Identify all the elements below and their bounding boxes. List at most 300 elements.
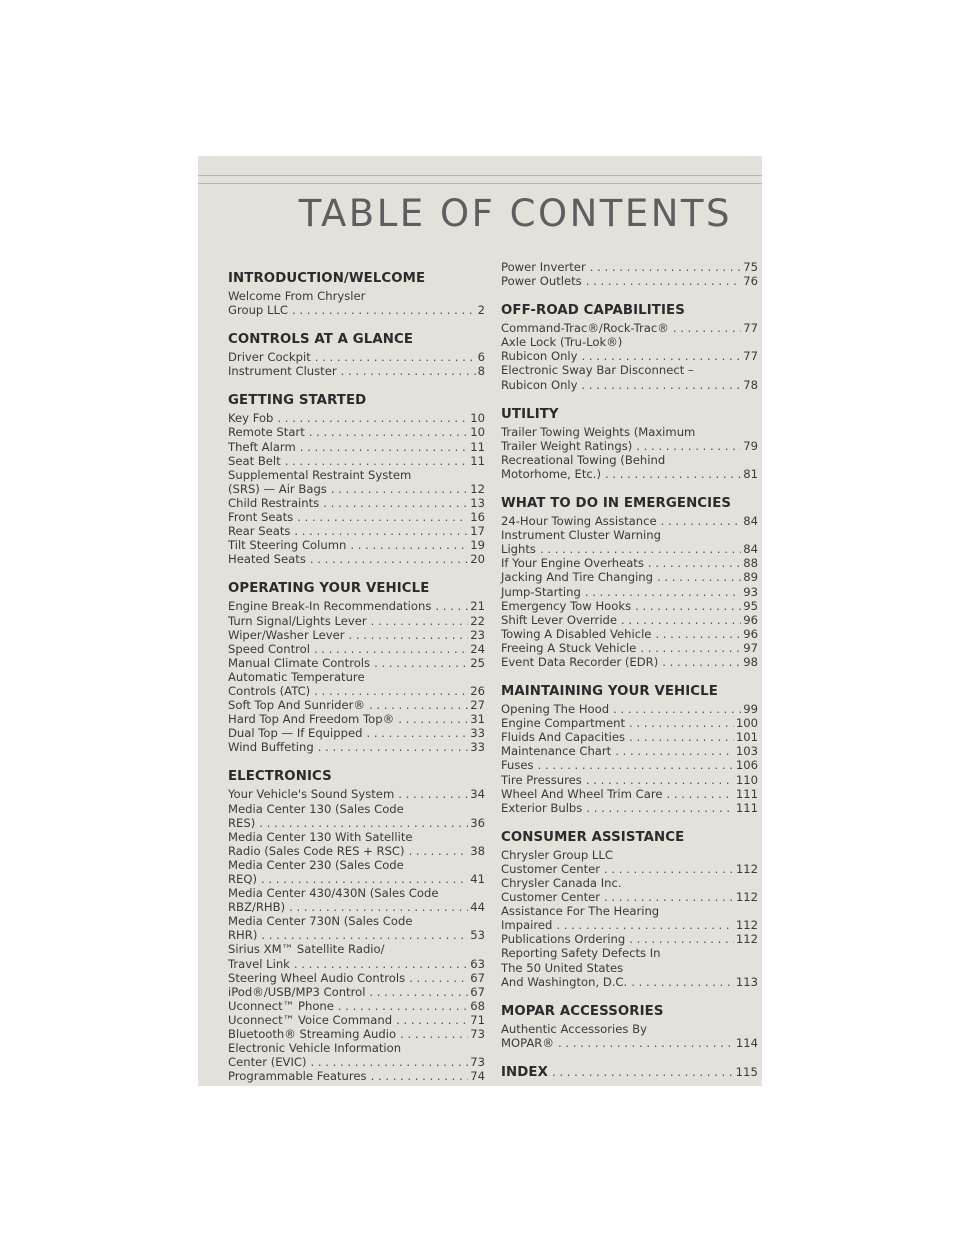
toc-entry: [228, 712, 485, 726]
toc-entry-text: Impaired: [501, 918, 553, 933]
toc-entry-line: [228, 614, 485, 628]
toc-entry-text: (SRS) — Air Bags: [228, 481, 327, 496]
toc-entry-text: Media Center 130 With Satellite: [228, 829, 413, 844]
toc-entry-line: [228, 684, 485, 698]
toc-entry-text: Rubicon Only: [501, 349, 578, 364]
dot-leader: [366, 726, 468, 740]
toc-entry: [228, 670, 485, 698]
page-number: 84: [743, 542, 758, 557]
page-number: 97: [743, 640, 758, 655]
toc-entry-text: REQ): [228, 872, 258, 886]
toc-entry: [228, 496, 485, 510]
dot-leader: [604, 890, 734, 904]
dot-leader: [261, 928, 468, 942]
dot-leader: [538, 758, 734, 772]
toc-entry: [501, 932, 758, 946]
page-number: 33: [470, 726, 485, 741]
toc-entry-line: [501, 556, 758, 570]
toc-entry: [501, 876, 758, 904]
dot-leader: [338, 999, 468, 1013]
toc-entry-text: RES): [228, 815, 256, 830]
dot-leader: [349, 628, 469, 642]
toc-entry-text: Exterior Bulbs: [501, 800, 583, 815]
dot-leader: [314, 642, 468, 656]
dot-leader: [582, 349, 742, 363]
toc-entry-text: Turn Signal/Lights Lever: [228, 613, 367, 628]
toc-entry-text: Automatic Temperature: [228, 669, 365, 684]
toc-entry-line: [228, 740, 485, 754]
toc-entry-text: Towing A Disabled Vehicle: [501, 626, 652, 641]
toc-entry-line: [501, 862, 758, 876]
toc-entry: [501, 528, 758, 556]
page-number: 77: [743, 321, 758, 336]
toc-entry-line: [228, 303, 485, 317]
toc-entry-text: Wheel And Wheel Trim Care: [501, 786, 663, 801]
toc-entry-text: Maintenance Chart: [501, 744, 612, 759]
section-heading: CONTROLS AT A GLANCE: [228, 332, 414, 348]
toc-entry-text: Fluids And Capacities: [501, 730, 626, 745]
dot-leader: [409, 844, 469, 858]
toc-entry-text: Power Outlets: [501, 274, 582, 289]
section-heading-text: INDEX: [501, 1064, 548, 1080]
dot-leader: [661, 514, 742, 528]
toc-entry-text: Lights: [501, 542, 536, 557]
dot-leader: [292, 303, 476, 317]
toc-entry-line: [228, 350, 485, 364]
toc-entry-line: [228, 712, 485, 726]
dot-leader: [409, 971, 468, 985]
toc-entry-line: [228, 454, 485, 468]
toc-entry-line: [228, 1027, 485, 1041]
dot-leader: [629, 730, 734, 744]
toc-entry: [501, 1022, 758, 1050]
dot-leader: [294, 957, 468, 971]
page-number: 98: [743, 654, 758, 669]
toc-entry-text: Hard Top And Freedom Top®: [228, 712, 395, 727]
toc-entry-text: RBZ/RHB): [228, 900, 286, 915]
dot-leader: [369, 985, 468, 999]
page-number: 26: [470, 683, 485, 698]
toc-entry-text: Seat Belt: [228, 453, 281, 468]
section-heading: OFF-ROAD CAPABILITIES: [501, 303, 685, 319]
toc-entry-text: Wind Buffeting: [228, 740, 314, 755]
toc-entry-text: Speed Control: [228, 641, 310, 656]
toc-entry-line: [228, 698, 485, 712]
page-number: 67: [470, 970, 485, 985]
page-number: 112: [735, 918, 758, 933]
dot-leader: [318, 740, 469, 754]
toc-entry-text: Customer Center: [501, 861, 601, 876]
toc-entry-line: [501, 627, 758, 641]
toc-entry-line: [501, 514, 758, 528]
dot-leader: [435, 599, 468, 613]
page-number: 2: [477, 303, 485, 318]
dot-leader: [277, 411, 468, 425]
dot-leader: [398, 787, 468, 801]
toc-entry-line: [501, 932, 758, 946]
toc-entry-text: Controls (ATC): [228, 683, 311, 698]
toc-entry-text: MOPAR®: [501, 1035, 554, 1050]
toc-entry: [228, 914, 485, 942]
toc-entry-line: [501, 641, 758, 655]
toc-section: [501, 683, 758, 815]
toc-entry-text: Rubicon Only: [501, 377, 578, 392]
toc-entry-text: Chrysler Group LLC: [501, 847, 613, 862]
dot-leader: [629, 932, 734, 946]
toc-entry-text: Heated Seats: [228, 552, 306, 567]
toc-entry-line: [501, 890, 758, 904]
toc-entry: [228, 1013, 485, 1027]
section-heading: [501, 1064, 758, 1081]
toc-entry-text: Group LLC: [228, 303, 288, 318]
toc-entry-line: [228, 1069, 485, 1083]
page-number: 93: [743, 584, 758, 599]
toc-entry: [501, 627, 758, 641]
dot-leader: [341, 364, 476, 378]
toc-entry: [228, 642, 485, 656]
dot-leader: [629, 716, 734, 730]
toc-entry-text: Electronic Vehicle Information: [228, 1041, 402, 1056]
dot-leader: [621, 613, 741, 627]
toc-entry: [501, 556, 758, 570]
toc-entry-line: [228, 656, 485, 670]
dot-leader: [540, 542, 741, 556]
toc-entry-line: [228, 1055, 485, 1069]
toc-entry: [501, 613, 758, 627]
toc-entry-line: [228, 1013, 485, 1027]
dot-leader: [552, 1064, 734, 1081]
toc-entry-line: [228, 510, 485, 524]
toc-entry: [501, 585, 758, 599]
toc-entry: [228, 538, 485, 552]
toc-entry: [501, 570, 758, 584]
toc-entry-text: The 50 United States: [501, 960, 624, 975]
toc-entry: [501, 904, 758, 932]
dot-leader: [604, 862, 734, 876]
section-heading: WHAT TO DO IN EMERGENCIES: [501, 496, 732, 512]
toc-section: [501, 1064, 758, 1081]
page-number: 75: [743, 260, 758, 274]
dot-leader: [310, 552, 468, 566]
toc-entry-line: [501, 439, 758, 453]
toc-entry: [228, 971, 485, 985]
toc-entry-line: [501, 702, 758, 716]
dot-leader: [294, 524, 468, 538]
dot-leader: [648, 556, 741, 570]
toc-entry: [501, 363, 758, 391]
toc-entry-text: Driver Cockpit: [228, 350, 311, 365]
toc-entry-line: [501, 378, 758, 392]
toc-entry-line: [501, 758, 758, 772]
page-number: 103: [735, 744, 758, 759]
toc-right-column: [501, 260, 758, 1086]
page-number: 44: [470, 900, 485, 915]
dot-leader: [350, 538, 468, 552]
dot-leader: [398, 712, 468, 726]
toc-entry-line: [228, 552, 485, 566]
dot-leader: [657, 570, 741, 584]
toc-entry: [501, 335, 758, 363]
toc-entry-line: [501, 730, 758, 744]
toc-entry-text: Manual Climate Controls: [228, 655, 371, 670]
dot-leader: [396, 1013, 468, 1027]
toc-section: [501, 406, 758, 481]
toc-entry-text: Soft Top And Sunrider®: [228, 698, 366, 713]
page-number: 22: [470, 613, 485, 628]
toc-entry-text: Radio (Sales Code RES + RSC): [228, 843, 405, 858]
toc-entry-text: Event Data Recorder (EDR): [501, 654, 659, 669]
toc-entry-line: [501, 716, 758, 730]
toc-section: [501, 260, 758, 288]
page-number: 76: [743, 274, 758, 289]
toc-entry: [228, 425, 485, 439]
page-number: 11: [470, 439, 485, 454]
toc-section: [228, 768, 485, 1083]
dot-leader: [635, 599, 741, 613]
toc-entry-line: [501, 599, 758, 613]
page-title: TABLE OF CONTENTS: [298, 192, 732, 235]
toc-entry-text: Instrument Cluster: [228, 364, 337, 379]
page-number: 10: [470, 425, 485, 440]
toc-entry-text: Key Fob: [228, 411, 274, 426]
toc-section: [501, 495, 758, 669]
page-number: 77: [743, 349, 758, 364]
toc-entry: [228, 698, 485, 712]
toc-entry-text: RHR): [228, 928, 258, 943]
toc-entry-text: Uconnect™ Phone: [228, 998, 334, 1013]
page-number: 101: [735, 730, 758, 745]
dot-leader: [261, 872, 468, 886]
toc-entry: [228, 440, 485, 454]
dot-leader: [323, 496, 468, 510]
toc-entry: [228, 364, 485, 378]
page-number: 79: [743, 438, 758, 453]
page-number: 11: [470, 453, 485, 468]
toc-section: [228, 270, 485, 317]
page-number: 111: [735, 786, 758, 801]
toc-entry: [501, 599, 758, 613]
toc-entry-text: Power Inverter: [501, 260, 586, 274]
toc-entry: [228, 858, 485, 886]
toc-entry-text: Your Vehicle's Sound System: [228, 787, 395, 802]
dot-leader: [369, 698, 468, 712]
toc-entry-text: Remote Start: [228, 425, 305, 440]
page-number: 17: [470, 524, 485, 539]
dot-leader: [259, 816, 468, 830]
toc-entry-text: Tilt Steering Column: [228, 538, 347, 553]
toc-entry-line: [228, 425, 485, 439]
toc-entry: [228, 454, 485, 468]
dot-leader: [315, 350, 476, 364]
toc-entry-text: 24-Hour Towing Assistance: [501, 514, 657, 529]
page-number: 113: [735, 974, 758, 989]
toc-entry-line: [501, 321, 758, 335]
toc-entry-line: [501, 349, 758, 363]
dot-leader: [374, 656, 468, 670]
toc-entry: [228, 830, 485, 858]
toc-entry-text: Instrument Cluster Warning: [501, 528, 661, 543]
dot-leader: [371, 614, 469, 628]
toc-entry: [501, 773, 758, 787]
toc-entry-text: Wiper/Washer Lever: [228, 627, 345, 642]
toc-entry: [228, 740, 485, 754]
toc-entry-line: [501, 744, 758, 758]
page-number: 88: [743, 556, 758, 571]
toc-entry-line: [228, 985, 485, 999]
toc-entry-text: Recreational Towing (Behind: [501, 452, 666, 467]
dot-leader: [331, 482, 468, 496]
page-number: 68: [470, 998, 485, 1013]
toc-entry: [501, 274, 758, 288]
toc-entry-text: Assistance For The Hearing: [501, 904, 660, 919]
toc-entry: [501, 425, 758, 453]
dot-leader: [586, 274, 742, 288]
toc-entry-line: [228, 928, 485, 942]
page-number: 53: [470, 928, 485, 943]
toc-entry-text: Publications Ordering: [501, 932, 626, 947]
toc-entry-text: iPod®/USB/MP3 Control: [228, 984, 366, 999]
page-number: 111: [735, 800, 758, 815]
toc-entry: [228, 942, 485, 970]
toc-entry-line: [228, 816, 485, 830]
page-number: 13: [470, 495, 485, 510]
toc-section: [501, 829, 758, 989]
page-number: 100: [735, 716, 758, 731]
page-number: 78: [743, 377, 758, 392]
toc-entry: [228, 999, 485, 1013]
toc-entry-line: [228, 440, 485, 454]
toc-entry: [228, 1069, 485, 1083]
toc-entry-text: Customer Center: [501, 890, 601, 905]
toc-entry-line: [228, 726, 485, 740]
toc-entry-text: Steering Wheel Audio Controls: [228, 970, 406, 985]
toc-entry-line: [228, 538, 485, 552]
toc-entry: [228, 802, 485, 830]
toc-entry: [501, 321, 758, 335]
page-number: 84: [743, 514, 758, 529]
page-number: 73: [470, 1055, 485, 1070]
toc-entry: [228, 726, 485, 740]
toc-entry: [501, 848, 758, 876]
toc-entry: [228, 628, 485, 642]
toc-entry-text: Dual Top — If Equipped: [228, 726, 363, 741]
dot-leader: [615, 744, 734, 758]
dot-leader: [636, 439, 741, 453]
toc-entry: [228, 656, 485, 670]
page-number: 81: [743, 466, 758, 481]
toc-section: [501, 1003, 758, 1050]
toc-left-column: [228, 270, 485, 1083]
toc-entry-line: [228, 524, 485, 538]
page-number: 73: [470, 1027, 485, 1042]
dot-leader: [400, 1027, 468, 1041]
toc-entry: [501, 514, 758, 528]
toc-entry-line: [228, 364, 485, 378]
section-heading: ELECTRONICS: [228, 769, 332, 785]
page-number: 71: [470, 1012, 485, 1027]
toc-entry-text: Engine Break-In Recommendations: [228, 599, 432, 614]
toc-entry-text: Sirius XM™ Satellite Radio/: [228, 942, 385, 957]
page-number: 8: [477, 364, 485, 379]
toc-section: [501, 302, 758, 391]
page-number: 115: [735, 1064, 758, 1079]
toc-entry-line: [501, 542, 758, 556]
toc-entry: [228, 552, 485, 566]
toc-section: [228, 392, 485, 566]
page-number: 41: [470, 872, 485, 886]
toc-entry-text: Engine Compartment: [501, 716, 625, 731]
dot-leader: [631, 975, 734, 989]
toc-page: [198, 156, 762, 1086]
section-heading: GETTING STARTED: [228, 393, 367, 409]
toc-entry-text: Center (EVIC): [228, 1055, 307, 1070]
dot-leader: [673, 321, 741, 335]
toc-entry-line: [501, 773, 758, 787]
toc-entry-line: [228, 628, 485, 642]
dot-leader: [605, 467, 741, 481]
page-number: 38: [470, 843, 485, 858]
toc-entry-line: [501, 975, 758, 989]
toc-entry-text: Jump-Starting: [501, 584, 581, 599]
toc-entry: [501, 716, 758, 730]
toc-entry-text: Media Center 430/430N (Sales Code: [228, 886, 439, 901]
dot-leader: [371, 1069, 469, 1083]
toc-entry-text: Reporting Safety Defects In: [501, 946, 661, 961]
toc-entry: [228, 1027, 485, 1041]
top-rule-secondary: [198, 183, 762, 184]
toc-entry-text: Welcome From Chrysler: [228, 289, 366, 303]
page-number: 10: [470, 411, 485, 426]
toc-entry-text: Uconnect™ Voice Command: [228, 1012, 393, 1027]
toc-entry-text: Freeing A Stuck Vehicle: [501, 640, 637, 655]
page-number: 25: [470, 655, 485, 670]
dot-leader: [586, 773, 734, 787]
toc-entry-line: [228, 999, 485, 1013]
dot-leader: [586, 801, 734, 815]
dot-leader: [655, 627, 741, 641]
toc-entry-line: [228, 496, 485, 510]
toc-entry-text: Bluetooth® Streaming Audio: [228, 1027, 397, 1042]
page-number: 96: [743, 626, 758, 641]
section-heading: INTRODUCTION/WELCOME: [228, 271, 426, 286]
toc-entry-text: Emergency Tow Hooks: [501, 598, 632, 613]
toc-entry-text: Media Center 730N (Sales Code: [228, 914, 413, 929]
toc-entry: [228, 599, 485, 613]
toc-entry: [501, 744, 758, 758]
toc-entry: [501, 453, 758, 481]
toc-entry: [228, 524, 485, 538]
page-number: 33: [470, 740, 485, 755]
toc-entry-line: [228, 787, 485, 801]
page-number: 27: [470, 698, 485, 713]
toc-entry-line: [501, 801, 758, 815]
dot-leader: [666, 787, 733, 801]
toc-entry: [228, 614, 485, 628]
section-heading: MOPAR ACCESSORIES: [501, 1003, 664, 1019]
dot-leader: [285, 454, 469, 468]
page-number: 112: [735, 932, 758, 947]
toc-entry: [228, 1041, 485, 1069]
toc-entry: [228, 289, 485, 317]
toc-entry-line: [501, 585, 758, 599]
toc-entry-text: Theft Alarm: [228, 439, 296, 454]
toc-entry-text: Front Seats: [228, 510, 294, 525]
section-heading: CONSUMER ASSISTANCE: [501, 829, 685, 845]
toc-entry: [501, 655, 758, 669]
toc-entry-line: [501, 1036, 758, 1050]
toc-entry-line: [501, 467, 758, 481]
dot-leader: [556, 918, 733, 932]
